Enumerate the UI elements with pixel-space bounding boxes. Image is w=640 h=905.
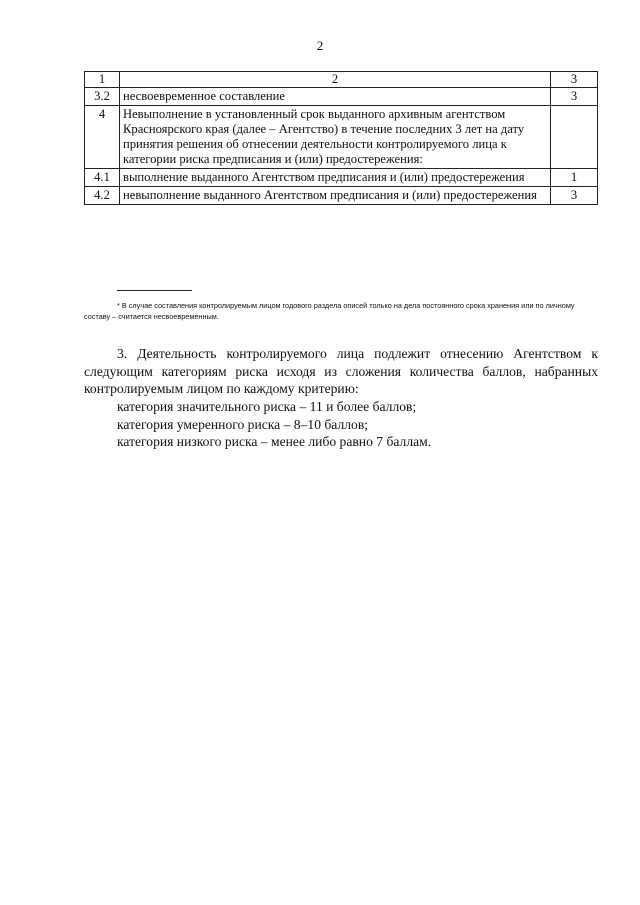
criteria-table <box>84 71 598 205</box>
row-score: 1 <box>551 169 598 187</box>
page-number: 2 <box>316 38 324 53</box>
row-number: 3.2 <box>85 88 120 106</box>
row-score: 3 <box>551 187 598 205</box>
risk-category-item: категория низкого риска – менее либо равно 7 баллам. <box>117 434 432 450</box>
row-score <box>551 106 598 169</box>
risk-category-list <box>117 398 597 451</box>
row-criterion: невыполнение выданного Агентством предписания и (или) предостережения <box>120 187 551 205</box>
risk-category-item: категория умеренного риска – 8–10 баллов; <box>117 416 369 432</box>
row-number: 4.1 <box>85 169 120 187</box>
section-paragraph: 3. Деятельность контролируемого лица подлежит отнесению Агентством к следующим категориям риска исходя из сложения количества баллов, набранных контролируемым лицом по каждому критерию: <box>84 346 598 397</box>
footnote-divider <box>117 290 192 291</box>
table-row <box>85 169 598 187</box>
risk-category-item: категория значительного риска – 11 и более баллов; <box>117 399 417 414</box>
row-number: 4.2 <box>85 187 120 205</box>
header-cell-criterion: 2 <box>120 72 551 88</box>
table-row <box>85 106 598 169</box>
footnote: * В случае составления контролируемым лицом годового раздела описей только на дела постоянного срока хранения или по личному составу – считается несвоевременным. <box>84 301 575 321</box>
header-cell-number: 1 <box>85 72 120 88</box>
row-number: 4 <box>85 106 120 169</box>
header-cell-score: 3 <box>551 72 598 88</box>
row-criterion: выполнение выданного Агентством предписания и (или) предостережения <box>120 169 551 187</box>
table-row <box>85 187 598 205</box>
table-row <box>85 88 598 106</box>
table-header-row <box>85 72 598 88</box>
row-score: 3 <box>551 88 598 106</box>
row-criterion: Невыполнение в установленный срок выданного архивным агентством Красноярского края (далее – Агентство) в течение последних 3 лет на дату принятия решения об отнесении деятельности контролируемого лица к категории риска предписания и (или) предостережения: <box>120 106 551 169</box>
row-criterion: несвоевременное составление <box>120 88 551 106</box>
